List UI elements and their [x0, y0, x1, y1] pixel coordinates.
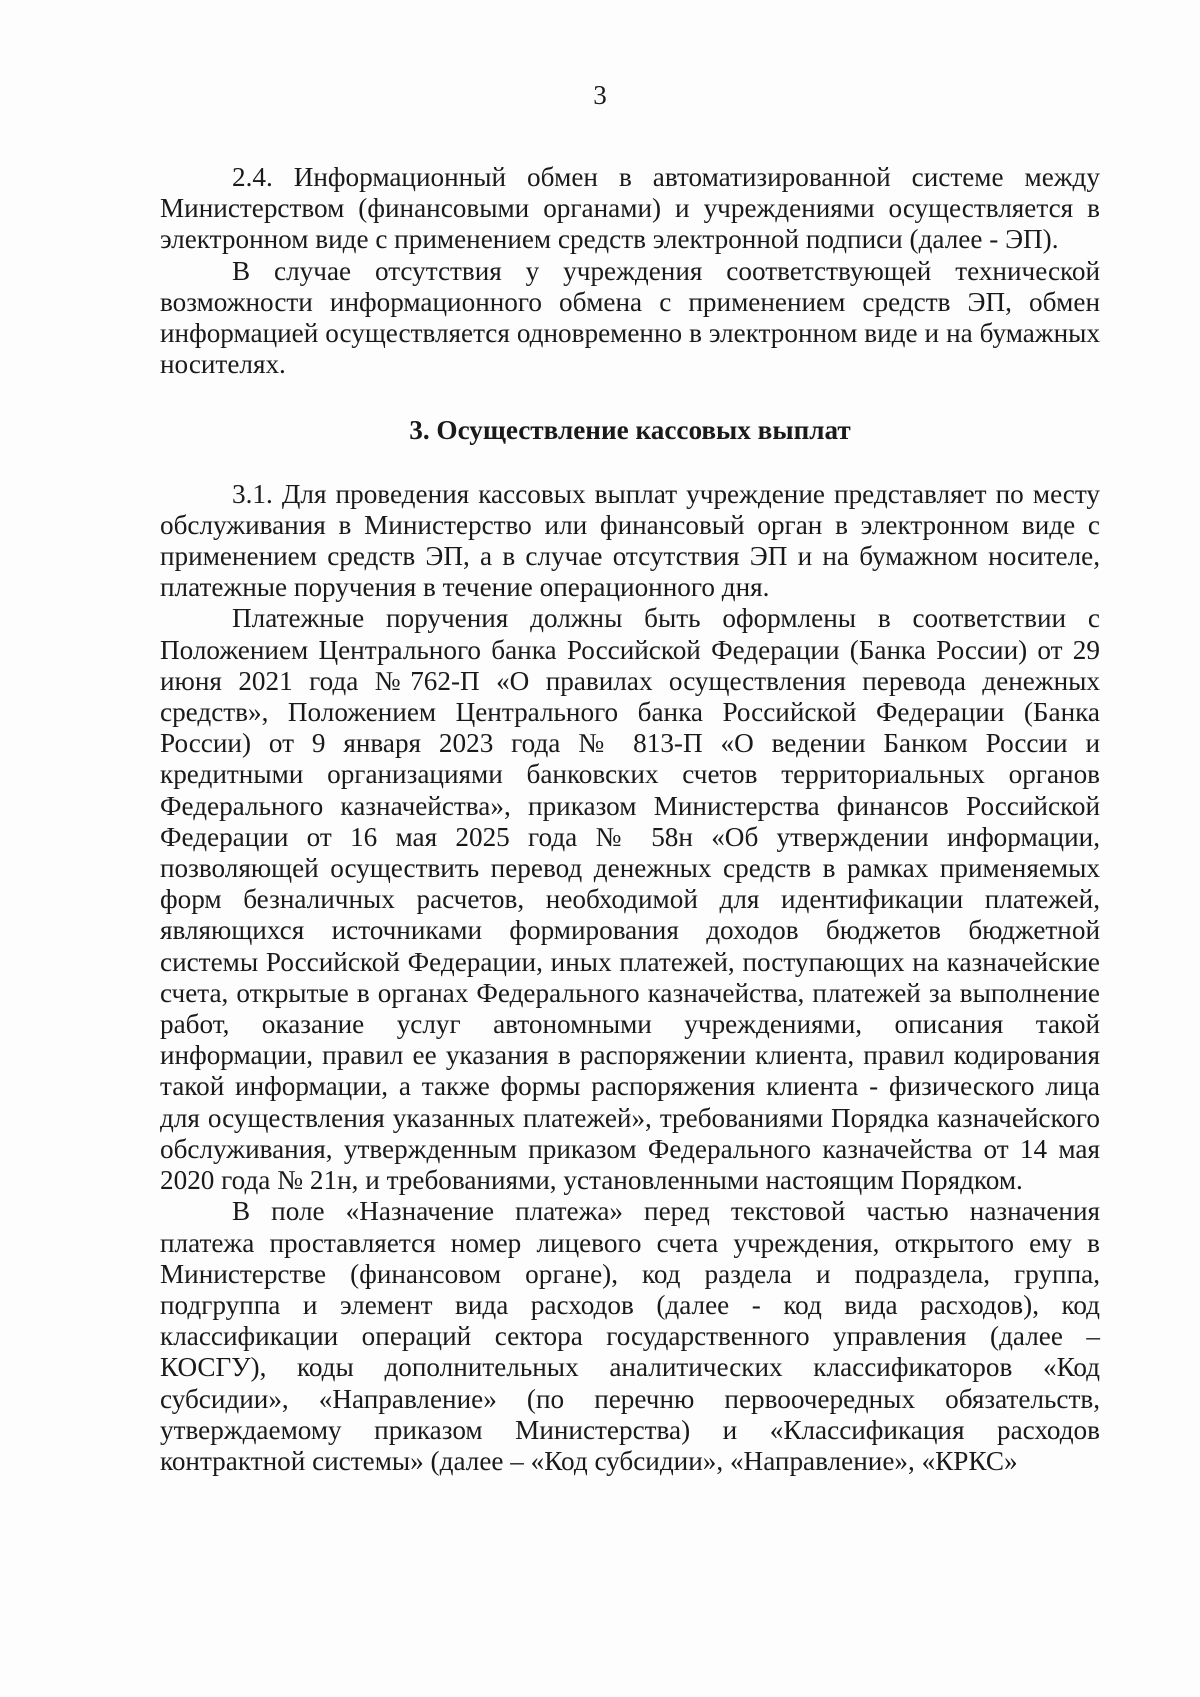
paragraph-payment-orders: Платежные поручения должны быть оформлены в соответствии с Положением Центрального банка Российской Федерации (Банка России) от 29 июня 2021 года №762-П «О правилах осуществления перевода денежных средств», Положением Центрального банка Российской Федерации (Банка России) от 9 января 2023 года № 813-П «О ведении Банком России и кредитными организациями банковских счетов территориальных органов Федерального казначейства», приказом Министерства финансов Российской Федерации от 16 мая 2025 года № 58н «Об утверждении информации, позволяющей осуществить перевод денежных средств в рамках применяемых форм безналичных расчетов, необходимой для идентификации платежей, являющихся источниками формирования доходов бюджетов бюджетной системы Российской Федерации, иных платежей, поступающих на казначейские счета, открытые в органах Федерального казначейства, платежей за выполнение работ, оказание услуг автономными учреждениями, описания такой информации, правил ее указания в распоряжении клиента, правил кодирования такой информации, а также формы распоряжения клиента - физического лица для осуществления указанных платежей», требованиями Порядка казначейского обслуживания, утвержденным приказом Федерального казначейства от 14 мая 2020 года № 21н, и требованиями, установленными настоящим Порядком.: [160, 603, 1100, 1196]
document-body: [160, 162, 1100, 1477]
paragraph-3-1: 3.1. Для проведения кассовых выплат учреждение представляет по месту обслуживания в Министерство или финансовый орган в электронном виде с применением средств ЭП, а в случае отсутствия ЭП и на бумажном носителе, платежные поручения в течение операционного дня.: [160, 478, 1100, 603]
section-heading: 3. Осуществление кассовых выплат: [409, 415, 851, 446]
paragraph-2-4: 2.4. Информационный обмен в автоматизированной системе между Министерством (финансовыми органами) и учреждениями осуществляется в электронном виде с применением средств электронной подписи (далее - ЭП).: [160, 162, 1100, 255]
paragraph-2-4-continued: В случае отсутствия у учреждения соответствующей технической возможности информационного обмена с применением средств ЭП, обмен информацией осуществляется одновременно в электронном виде и на бумажных носителях.: [160, 255, 1100, 380]
page-number: 3: [593, 80, 607, 110]
paragraph-payment-purpose: В поле «Назначение платежа» перед текстовой частью назначения платежа проставляется номер лицевого счета учреждения, открытого ему в Министерстве (финансовом органе), код раздела и подраздела, группа, подгруппа и элемент вида расходов (далее - код вида расходов), код классификации операций сектора государственного управления (далее – КОСГУ), коды дополнительных аналитических классификаторов «Код субсидии», «Направление» (по перечню первоочередных обязательств, утверждаемому приказом Министерства) и «Классификация расходов контрактной системы» (далее – «Код субсидии», «Направление», «КРКС»: [160, 1196, 1100, 1476]
